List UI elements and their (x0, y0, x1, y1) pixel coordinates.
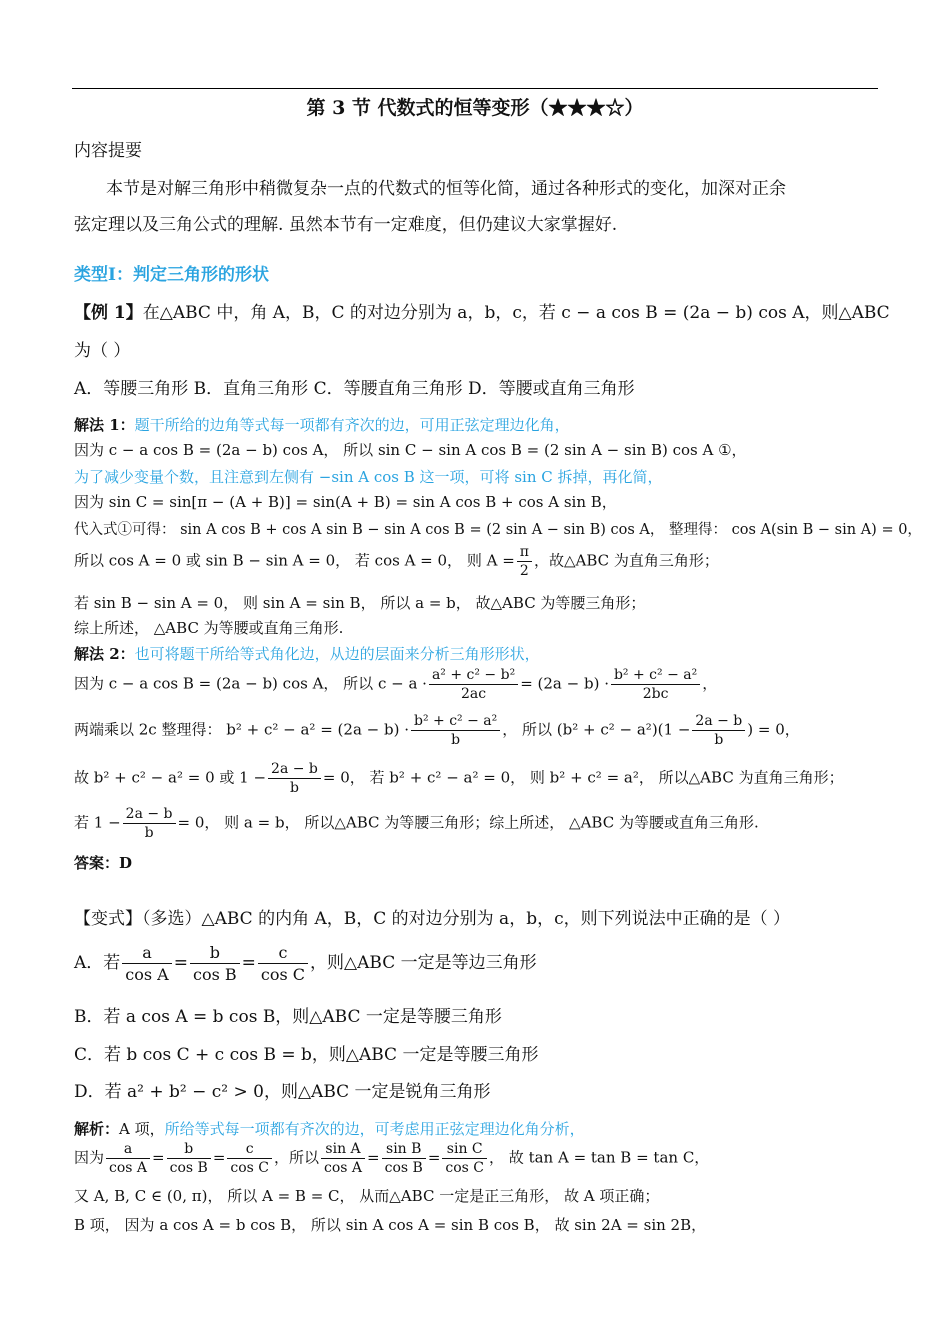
fraction-numerator: b (190, 942, 240, 964)
equals-sign: = (173, 953, 188, 973)
example-stem-line-1 (74, 298, 890, 323)
fraction-numerator: b² + c² − a² (611, 666, 700, 685)
fraction-numerator: 2a − b (692, 712, 745, 731)
analysis-line-1-end: ， 故 tan A = tan B = tan C， (489, 1148, 710, 1167)
method2-line-2-end: ) = 0， (747, 720, 800, 739)
variant-option-b: B．若 a cos A = b cos B，则△ABC 一定是等腰三角形 (74, 1007, 502, 1027)
fraction-denominator: b (451, 732, 461, 748)
method1-note-1: 题干所给的边角等式每一项都有齐次的边，可用正弦定理边化角， (134, 416, 570, 434)
method2-line-3 (74, 760, 844, 797)
fraction-2a-minus-b (692, 712, 745, 749)
fraction-denominator: cos C (445, 1160, 485, 1176)
fraction-denominator: b (144, 825, 154, 841)
analysis-note-line (74, 1118, 585, 1139)
equals-sign: = (152, 1148, 165, 1167)
fraction (382, 1140, 426, 1177)
page-title: 第 3 节 代数式的恒等变形（★★★☆） (306, 97, 644, 119)
fraction-denominator: 2 (519, 563, 529, 579)
fraction-denominator: b (289, 780, 299, 796)
method1-label: 解法 1： (74, 416, 135, 434)
method2-line-1-start: 因为 c − a cos B = (2a − b) cos A， 所以 c − a · (74, 674, 427, 693)
fraction-numerator: c (258, 942, 308, 964)
method2-line-4-start: 若 1 − (74, 813, 121, 832)
analysis-line-2: 又 A, B, C ∈ (0, π)， 所以 A = B = C， 从而△ABC 一定是正三角形， 故 A 项正确； (74, 1187, 660, 1205)
method2-note-line (74, 643, 540, 664)
method2-line-1-mid: = (2a − b) · (520, 674, 609, 693)
fraction-2a-minus-b (123, 805, 176, 842)
example-stem-text: 在△ABC 中，角 A，B，C 的对边分别为 a，b，c，若 c − a cos B = (2a − b) cos A，则△ABC (142, 303, 890, 323)
fraction-numerator: c (227, 1140, 272, 1159)
method2-line-2-mid: ， 所以 (b² + c² − a²)(1 − (502, 720, 691, 739)
method2-line-4-end: = 0， 则 a = b， 所以△ABC 为等腰三角形；综上所述， △ABC 为等腰或直角三角形. (177, 813, 759, 832)
fraction-numerator: b (167, 1140, 211, 1159)
summary-heading: 内容提要 (74, 141, 142, 161)
fraction-denominator: cos B (169, 1160, 208, 1176)
fraction (167, 1140, 211, 1177)
analysis-line-1-mid: ，所以 (274, 1148, 320, 1167)
example-label: 【例 1】 (74, 303, 143, 323)
fraction-denominator: cos B (192, 965, 237, 984)
analysis-a-item: A 项， (119, 1120, 165, 1138)
fraction-numerator: a (106, 1140, 150, 1159)
fraction-over-b (411, 712, 500, 749)
analysis-line-1-start: 因为 (74, 1148, 105, 1167)
fraction-numerator: sin A (321, 1140, 365, 1159)
fraction-numerator: a (122, 942, 171, 964)
analysis-note-1: 所给等式每一项都有齐次的边，可考虑用正弦定理边化角分析， (164, 1120, 585, 1138)
variant-option-a (74, 942, 537, 985)
fraction-denominator: b (714, 732, 724, 748)
method1-line-3: 代入式①可得： sin A cos B + cos A sin B − sin A cos B = (2 sin A − sin B) cos A， 整理得： cos A(sin B − sin A) = 0， (74, 522, 922, 538)
fraction-denominator: cos C (230, 1160, 270, 1176)
method2-label: 解法 2： (74, 645, 135, 663)
analysis-label: 解析： (74, 1120, 120, 1138)
method1-line-5: 若 sin B − sin A = 0， 则 sin A = sin B， 所以 a = b， 故△ABC 为等腰三角形； (74, 594, 646, 612)
fraction-numerator: sin C (442, 1140, 487, 1159)
fraction-numerator: 2a − b (123, 805, 176, 824)
fraction-numerator: π (517, 543, 532, 562)
method1-line-1: 因为 c − a cos B = (2a − b) cos A， 所以 sin C − sin A cos B = (2 sin A − sin B) cos A ①， (74, 441, 747, 459)
equals-sign: = (241, 953, 256, 973)
example-options: A．等腰三角形 B．直角三角形 C．等腰直角三角形 D．等腰或直角三角形 (74, 379, 635, 399)
example-stem-line-2: 为（ ） (74, 341, 131, 361)
fraction-pi-over-2 (517, 543, 532, 580)
fraction (321, 1140, 365, 1177)
analysis-line-3: B 项， 因为 a cos A = b cos B， 所以 sin A cos A = sin B cos B， 故 sin 2A = sin 2B， (74, 1216, 707, 1234)
section-heading: 类型Ⅰ：判定三角形的形状 (74, 265, 269, 285)
equals-sign: = (212, 1148, 226, 1167)
method1-line-4 (74, 543, 719, 580)
fraction (442, 1140, 487, 1177)
fraction-numerator: 2a − b (268, 760, 321, 779)
fraction-denominator: 2bc (642, 686, 669, 702)
method1-note-line (74, 414, 570, 435)
method2-line-3-start: 故 b² + c² − a² = 0 或 1 − (74, 768, 267, 787)
variant-option-c: C．若 b cos C + c cos B = b，则△ABC 一定是等腰三角形 (74, 1045, 539, 1065)
method2-line-3-end: = 0， 若 b² + c² − a² = 0， 则 b² + c² = a²， 所以△ABC 为直角三角形； (322, 768, 844, 787)
fraction-c-over-cosc (258, 942, 308, 985)
fraction-denominator: cos A (324, 1160, 363, 1176)
fraction-b-over-cosb (190, 942, 240, 985)
fraction-denominator: cos C (260, 965, 306, 984)
fraction-numerator: sin B (382, 1140, 426, 1159)
equals-sign: = (427, 1148, 441, 1167)
fraction-denominator: cos A (125, 965, 169, 984)
method2-note-1: 也可将题干所给等式角化边，从边的层面来分析三角形形状， (134, 645, 540, 663)
variant-stem: 【变式】（多选）△ABC 的内角 A，B，C 的对边分别为 a，b，c，则下列说法中正确的是（ ） (74, 909, 790, 929)
method1-line-6: 综上所述， △ABC 为等腰或直角三角形. (74, 619, 344, 637)
method2-line-1-end: ， (702, 674, 718, 693)
fraction (227, 1140, 272, 1177)
fraction-denominator: 2ac (461, 686, 487, 702)
method2-line-2 (74, 712, 800, 749)
analysis-line-1 (74, 1140, 709, 1177)
fraction-denominator: cos A (109, 1160, 148, 1176)
method1-line-2: 因为 sin C = sin[π − (A + B)] = sin(A + B) = sin A cos B + cos A sin B， (74, 493, 617, 511)
method1-line-4-end: ，故△ABC 为直角三角形； (533, 551, 719, 570)
fraction-denominator: cos B (384, 1160, 423, 1176)
fraction-cosb (429, 666, 518, 703)
fraction-a-over-cosa (122, 942, 171, 985)
method1-note-2: 为了减少变量个数，且注意到左侧有 −sin A cos B 这一项，可将 sin C 拆掉，再化简， (74, 468, 663, 486)
fraction-2a-minus-b (268, 760, 321, 797)
equals-sign: = (367, 1148, 380, 1167)
fraction (106, 1140, 150, 1177)
fraction-cosa (611, 666, 700, 703)
method2-line-4 (74, 805, 759, 842)
header-rule (72, 88, 878, 89)
method2-line-2-start: 两端乘以 2c 整理得： b² + c² − a² = (2a − b) · (74, 720, 409, 739)
summary-line-2: 弦定理以及三角公式的理解. 虽然本节有一定难度，但仍建议大家掌握好. (74, 215, 618, 235)
fraction-numerator: b² + c² − a² (411, 712, 500, 731)
option-a-suffix: ，则△ABC 一定是等边三角形 (310, 953, 537, 973)
option-a-prefix: A．若 (74, 953, 121, 973)
method2-line-1 (74, 666, 717, 703)
variant-option-d: D．若 a² + b² − c² > 0，则△ABC 一定是锐角三角形 (74, 1082, 491, 1102)
answer: 答案：D (74, 854, 133, 872)
method1-line-4-start: 所以 cos A = 0 或 sin B − sin A = 0， 若 cos A = 0， 则 A = (74, 551, 515, 570)
fraction-numerator: a² + c² − b² (429, 666, 518, 685)
summary-line-1: 本节是对解三角形中稍微复杂一点的代数式的恒等化简，通过各种形式的变化，加深对正余 (106, 179, 786, 199)
